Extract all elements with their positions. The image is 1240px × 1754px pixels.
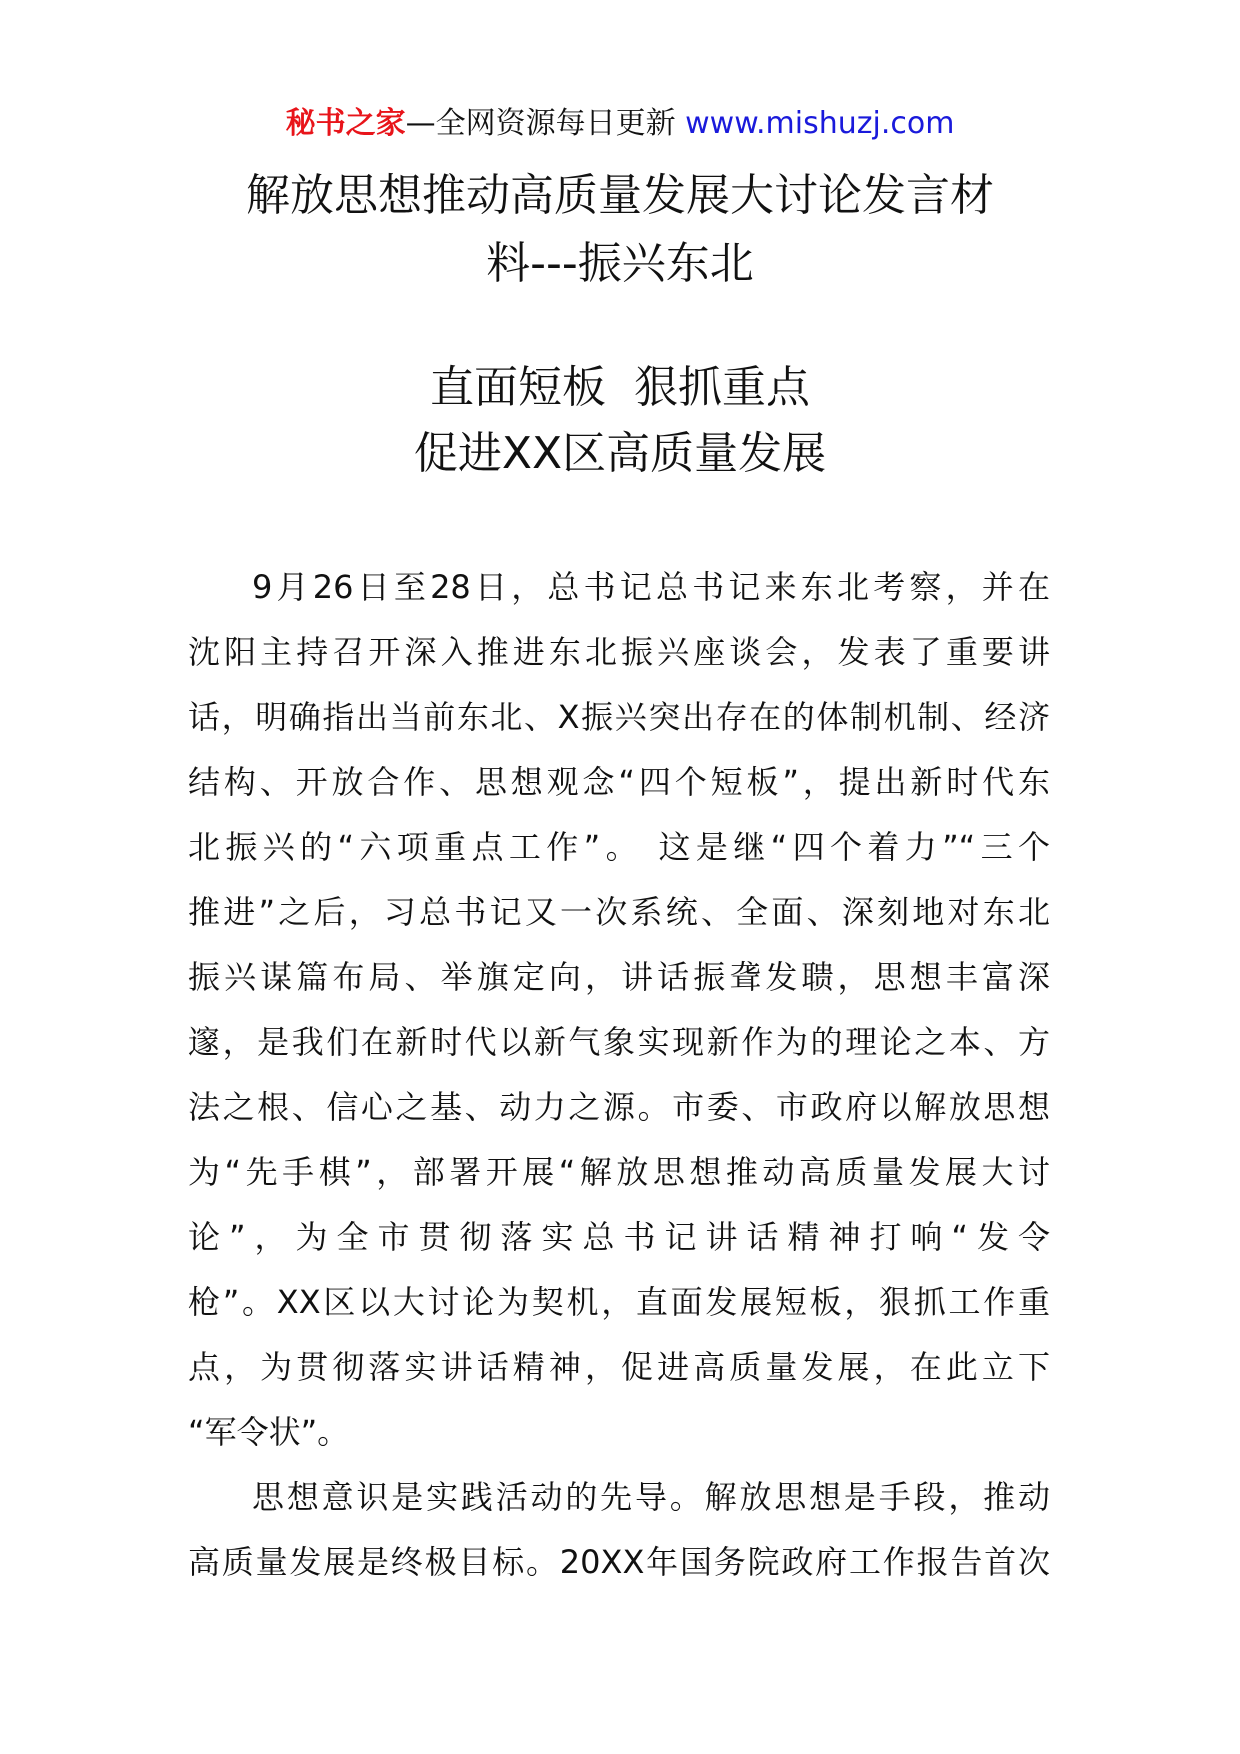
paragraph-line: 邃，是我们在新时代以新气象实现新作为的理论之本、方: [188, 1023, 1050, 1061]
paragraph-line: 9月26日至28日，总书记总书记来东北考察，并在: [252, 568, 1050, 606]
paragraph-line: 为“先手棋”，部署开展“解放思想推动高质量发展大讨: [188, 1153, 1050, 1191]
title-line-1: 解放思想推动高质量发展大讨论发言材: [246, 170, 994, 221]
subtitle-line-2: 促进XX区高质量发展: [413, 428, 827, 479]
body-text: [188, 555, 1050, 1595]
paragraph-line: 结构、开放合作、思想观念“四个短板”，提出新时代东: [188, 763, 1050, 801]
paragraph-line: 推进”之后，习总书记又一次系统、全面、深刻地对东北: [188, 893, 1050, 931]
paragraph-line: 沈阳主持召开深入推进东北振兴座谈会，发表了重要讲: [188, 633, 1050, 671]
paragraph-line: 话，明确指出当前东北、X振兴突出存在的体制机制、经济: [188, 698, 1050, 736]
paragraph-line: 振兴谋篇布局、举旗定向，讲话振聋发聩，思想丰富深: [188, 958, 1050, 996]
header-banner: [0, 100, 1240, 148]
paragraph-line: 北振兴的“六项重点工作”。 这是继“四个着力”“三个: [188, 828, 1050, 866]
paragraph-line: 论”，为全市贯彻落实总书记讲话精神打响“发令: [188, 1218, 1050, 1256]
paragraph-line: “军令状”。: [188, 1413, 350, 1451]
document-subtitle: [170, 355, 1070, 487]
paragraph-line: 点，为贯彻落实讲话精神，促进高质量发展，在此立下: [188, 1348, 1050, 1386]
title-line-2: 料---振兴东北: [486, 238, 754, 289]
paragraph-line: 枪”。XX区以大讨论为契机，直面发展短板，狠抓工作重: [188, 1283, 1050, 1321]
subtitle-line-1: 直面短板 狠抓重点: [430, 362, 810, 413]
paragraph-line: 法之根、信心之基、动力之源。市委、市政府以解放思想: [188, 1088, 1050, 1126]
site-url-link[interactable]: www.mishuzj.com: [685, 106, 955, 141]
header-tagline: —全网资源每日更新: [405, 106, 676, 141]
paragraph-line: 思想意识是实践活动的先导。解放思想是手段，推动: [252, 1478, 1050, 1516]
brand-name: 秘书之家: [285, 106, 406, 141]
paragraph-2: [188, 1465, 1050, 1595]
paragraph-line: 高质量发展是终极目标。20XX年国务院政府工作报告首次: [188, 1543, 1050, 1581]
document-title: [170, 162, 1070, 298]
paragraph-1: [188, 555, 1050, 1465]
